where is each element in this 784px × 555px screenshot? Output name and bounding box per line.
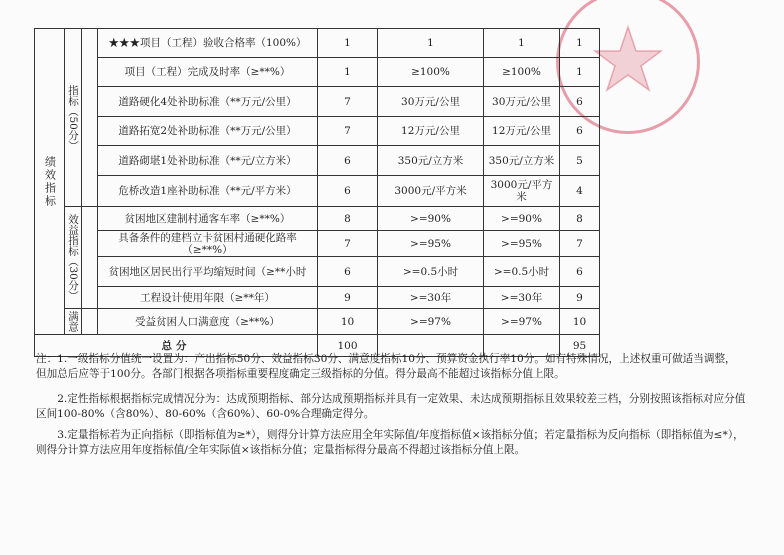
indicator-actual: >=97% [484, 309, 560, 335]
total-label: 总分 [35, 335, 318, 357]
indicator-actual: ≥100% [484, 58, 560, 87]
table-row [35, 176, 600, 207]
indicator-target: >=95% [378, 231, 484, 257]
indicator-score: 1 [560, 58, 600, 87]
indicator-actual: 12万元/公里 [484, 117, 560, 146]
note-1: 注：1.一级指标分值统一设置为：产出指标50分、效益指标30分、满意度指标10分、预算资金执行率10分。如有特殊情况，上述权重可做适当调整，但加总后应等于100分。各部门根据各项指标重要程度确定三级指标的分值。得分最高不能超过该指标分值上限。 [36, 353, 736, 380]
subgroup-cell [82, 29, 98, 207]
section-performance: 绩效指标 [35, 29, 65, 335]
indicator-score: 7 [560, 231, 600, 257]
table-row [35, 287, 600, 309]
table-row [35, 117, 600, 146]
indicator-actual: 3000元/平方米 [484, 176, 560, 207]
table-row [35, 309, 600, 335]
indicator-weight: 6 [318, 146, 378, 176]
indicator-name: 贫困地区居民出行平均缩短时间（≥**小时 [98, 257, 318, 287]
indicator-actual: 350元/立方米 [484, 146, 560, 176]
indicator-score: 6 [560, 257, 600, 287]
indicator-weight: 1 [318, 29, 378, 58]
indicator-target: ≥100% [378, 58, 484, 87]
indicator-name: 工程设计使用年限（≥**年） [98, 287, 318, 309]
indicator-score: 6 [560, 87, 600, 117]
indicator-score: 1 [560, 29, 600, 58]
indicator-score: 5 [560, 146, 600, 176]
indicator-weight: 7 [318, 117, 378, 146]
performance-table [34, 28, 600, 357]
group-benefit: 效益指标（30分） [65, 207, 82, 309]
indicator-name: 危桥改造1座补助标准（**元/平方米） [98, 176, 318, 207]
indicator-score: 9 [560, 287, 600, 309]
table-row [35, 207, 600, 231]
indicator-target: 12万元/公里 [378, 117, 484, 146]
indicator-weight: 6 [318, 257, 378, 287]
note-3: 3.定量指标若为正向指标（即指标值为≥*），则得分计算方法应用全年实际值/年度指标值×该指标分值；若定量指标为反向指标（即指标值为≤*），则得分计算方法应用年度指标值/全年实际值×该指标分值；定量指标得分最高不得超过该指标分值上限。 [36, 429, 744, 456]
table-row [35, 257, 600, 287]
indicator-target: >=97% [378, 309, 484, 335]
indicator-target: 3000元/平方米 [378, 176, 484, 207]
indicator-weight: 7 [318, 87, 378, 117]
note-2: 2.定性指标根据指标完成情况分为：达成预期指标、部分达成预期指标并具有一定效果、未达成预期指标且效果较差三档，分别按照该指标对应分值区间100-80%（含80%）、80-60%（含60%）、60-0%合理确定得分。 [36, 393, 746, 420]
indicator-weight: 7 [318, 231, 378, 257]
indicator-actual: >=30年 [484, 287, 560, 309]
indicator-weight: 8 [318, 207, 378, 231]
indicator-actual: 30万元/公里 [484, 87, 560, 117]
indicator-name: 道路硬化4处补助标准（**万元/公里） [98, 87, 318, 117]
indicator-weight: 9 [318, 287, 378, 309]
indicator-actual: >=0.5小时 [484, 257, 560, 287]
indicator-weight: 1 [318, 58, 378, 87]
group-output: 指标（50分） [65, 29, 82, 207]
indicator-target: >=90% [378, 207, 484, 231]
indicator-target: 350元/立方米 [378, 146, 484, 176]
indicator-name: 道路拓宽2处补助标准（**万元/公里） [98, 117, 318, 146]
group-satisfaction: 满意 [65, 309, 82, 335]
indicator-score: 4 [560, 176, 600, 207]
indicator-score: 8 [560, 207, 600, 231]
indicator-name: 受益贫困人口满意度（≥**%） [98, 309, 318, 335]
table-row [35, 29, 600, 58]
indicator-name: 贫困地区建制村通客车率（≥**%） [98, 207, 318, 231]
indicator-score: 6 [560, 117, 600, 146]
indicator-target: 1 [378, 29, 484, 58]
total-weight: 100 [318, 335, 378, 357]
indicator-name: ★★★项目（工程）验收合格率（100%） [98, 29, 318, 58]
indicator-weight: 6 [318, 176, 378, 207]
indicator-name: 道路砌堪1处补助标准（**元/立方米） [98, 146, 318, 176]
indicator-weight: 10 [318, 309, 378, 335]
subgroup-cell [82, 207, 98, 309]
total-score: 95 [560, 335, 600, 357]
indicator-name: 具备条件的建档立卡贫困村通硬化路率（≥**%） [98, 231, 318, 257]
table-row [35, 231, 600, 257]
indicator-actual: 1 [484, 29, 560, 58]
indicator-actual: >=90% [484, 207, 560, 231]
table-row [35, 146, 600, 176]
table-row [35, 58, 600, 87]
indicator-target: 30万元/公里 [378, 87, 484, 117]
indicator-target: >=30年 [378, 287, 484, 309]
indicator-target: >=0.5小时 [378, 257, 484, 287]
indicator-name: 项目（工程）完成及时率（≥**%） [98, 58, 318, 87]
subgroup-cell [82, 309, 98, 335]
indicator-score: 10 [560, 309, 600, 335]
indicator-actual: >=95% [484, 231, 560, 257]
table-row [35, 87, 600, 117]
